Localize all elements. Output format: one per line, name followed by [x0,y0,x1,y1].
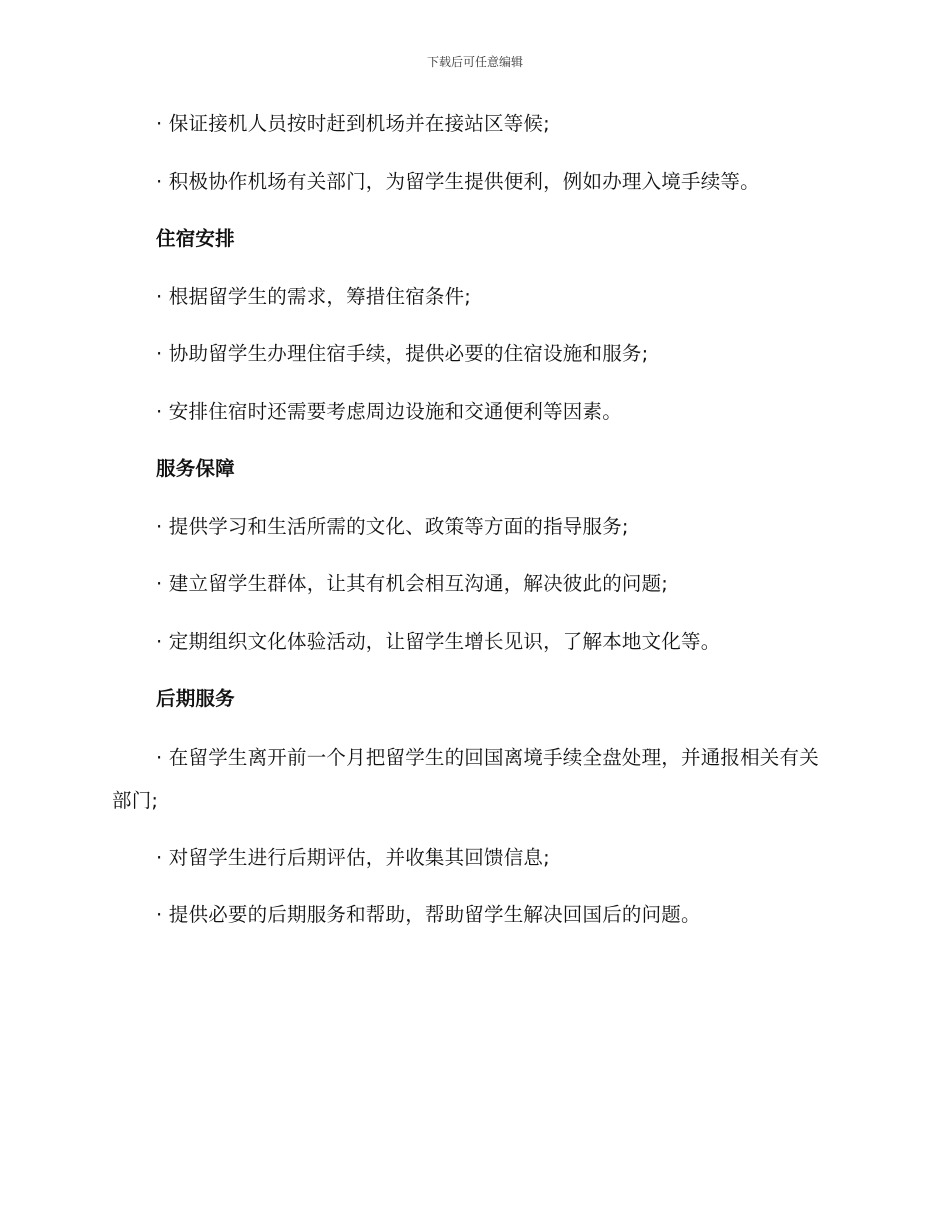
section-heading: 后期服务 [156,687,235,710]
bullet-item: · 提供必要的后期服务和帮助，帮助留学生解决回国后的问题。 [156,903,701,926]
section-heading: 服务保障 [156,457,235,480]
bullet-item: · 建立留学生群体，让其有机会相互沟通，解决彼此的问题; [156,572,669,595]
bullet-item: · 安排住宿时还需要考虑周边设施和交通便利等因素。 [156,399,622,423]
document-body [112,110,832,959]
bullet-item: · 协助留学生办理住宿手续，提供必要的住宿设施和服务; [156,342,649,365]
bullet-item: · 定期组织文化体验活动，让留学生增长见识，了解本地文化等。 [156,629,721,653]
bullet-item: · 根据留学生的需求，筹措住宿条件; [156,284,472,308]
bullet-item: · 在留学生离开前一个月把留学生的回国离境手续全盘处理，并通报相关有关部门; [112,745,819,812]
header-note: 下载后可任意编辑 [426,55,523,69]
bullet-item: · 积极协作机场有关部门，为留学生提供便利，例如办理入境手续等。 [156,169,760,193]
section-heading: 住宿安排 [156,227,235,250]
bullet-item: · 提供学习和生活所需的文化、政策等方面的指导服务; [156,514,629,538]
bullet-item: · 对留学生进行后期评估，并收集其回馈信息; [156,845,550,869]
bullet-item: · 保证接机人员按时赶到机场并在接站区等候; [156,112,550,135]
